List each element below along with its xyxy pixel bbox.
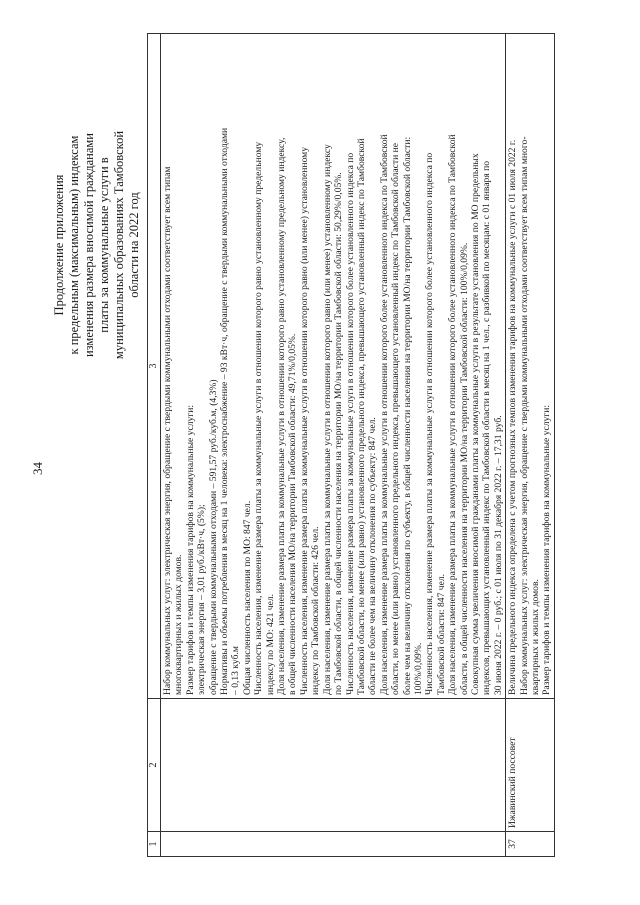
text-line: Размер тарифов и темпы изменения тарифов на коммунальные услуги: <box>541 404 553 695</box>
heading-line: области на 2022 год <box>127 192 141 298</box>
heading-line: Продолжение приложения <box>52 174 66 316</box>
indices-table <box>147 33 555 857</box>
text-line: области, но менее (или равно) установленного предельного индекса, превышающего установленный индекс по Тамбовской области не <box>390 142 402 695</box>
row-description <box>506 34 555 699</box>
text-line: Величина предельного индекса определена с учетом прогнозных темпов изменения тарифов на коммунальные услуги с 01 июля 2022 г. <box>507 139 519 695</box>
text-line: по Тамбовской области, в общей численности населения на территории МО/на территории Тамбовской области: 50,29%/0,05%. <box>333 172 345 695</box>
text-line: области, в общей численности населения на территории МО/на территории Тамбовской области: 100%/0,09%. <box>458 242 470 695</box>
text-line: Доля населения, изменение размера платы за коммунальные услуги в отношении которого равно установленному предельному индексу, <box>276 137 288 695</box>
text-line: 30 июня 2022 г. – 0 руб.; с 01 июля по 31 декабря 2022 г. – 17,31 руб. <box>492 415 504 695</box>
table-row <box>506 34 555 857</box>
text-line: области не более чем на величину отклонения по субъекту: 847 чел. <box>367 417 379 695</box>
text-line: Доля населения, изменение размера платы за коммунальные услуги в отношении которого более установленного индекса по Тамбовской <box>447 134 459 695</box>
text-line: Размер тарифов и темпы изменения тарифов на коммунальные услуги: <box>184 404 196 695</box>
column-number: 1 <box>148 832 161 857</box>
text-line: индексу по Тамбовской области: 426 чел. <box>310 526 322 695</box>
text-line: Нормативы и объемы потребления в месяц на 1 человека: электроснабжение – 93 кВт·ч, обращение с твердыми коммунальными отходами <box>219 127 231 695</box>
row-description <box>161 34 506 699</box>
heading-line: платы за коммунальные услуги в <box>97 157 111 333</box>
row-number: 37 <box>506 832 555 857</box>
text-line: Тамбовской области, но менее (или равно) установленного предельного индекса, превышающего установленный индекс по Тамбовской <box>355 138 367 695</box>
heading-line: муниципальных образованиях Тамбовской <box>112 130 126 360</box>
municipality-name <box>161 699 506 832</box>
text-line: – 0,13 куб.м <box>230 646 242 695</box>
text-line: Общая численность населения по МО: 847 чел. <box>241 500 253 695</box>
text-line: Численность населения, изменение размера платы за коммунальные услуги в отношении которого более установленного индекса по <box>344 152 356 695</box>
page-number: 34 <box>30 462 45 475</box>
text-line: более чем на величину отклонения по субъекту, в общей численности населения на территории МО/на территории Тамбовской области: <box>401 136 413 695</box>
text-line: Численность населения, изменение размера платы за коммунальные услуги в отношении которого равно установленному предельному <box>253 141 265 695</box>
municipality-name: Ижавинский поссовет <box>506 699 555 832</box>
column-number-row <box>148 34 161 857</box>
text-line: в общей численности населения МО/на территории Тамбовской области: 49,71%/0,05%. <box>287 333 299 695</box>
text-line: Совокупная сумма увеличения вносимой гражданами платы за коммунальные услуги в результате установления по МО предельных <box>469 153 481 695</box>
text-line: обращение с твердыми коммунальными отходами – 591,57 руб./куб.м, (4,3%) <box>207 379 219 695</box>
text-line: Численность населения, изменение размера платы за коммунальные услуги в отношении которого равно (или менее) установленному <box>298 146 310 695</box>
text-line: Набор коммунальных услуг: электрическая энергия, обращение с твердыми коммунальными отходами соответствует всем типам <box>162 166 173 695</box>
table-row <box>161 34 506 857</box>
text-line: Доля населения, изменение размера платы за коммунальные услуги в отношении которого более установленного индекса по Тамбовской <box>378 134 390 695</box>
text-line: Доля населения, изменение размера платы за коммунальные услуги в отношении которого равно (или менее) установленному индексу <box>321 144 333 695</box>
text-line: многоквартирных и жилых домов. <box>173 554 185 695</box>
text-line: электрическая энергия – 3,01 руб./кВт·ч, (5%); <box>196 504 208 695</box>
text-line: 100%/0,09%. <box>412 642 424 695</box>
text-line: индексу по МО: 421 чел. <box>264 593 276 695</box>
column-number: 3 <box>148 34 161 699</box>
text-line: индексов, превышающих установленный индекс по Тамбовской области в месяц на 1 чел., с разбивкой по месяцам: с 01 января по <box>481 160 493 695</box>
column-number: 2 <box>148 699 161 832</box>
text-line: Численность населения, изменение размера платы за коммунальные услуги в отношении которого более установленного индекса по <box>424 152 436 695</box>
text-line: квартирных и жилых домов. <box>530 579 541 695</box>
row-number <box>161 832 506 857</box>
heading-line: изменения размера вносимой гражданами <box>82 133 96 358</box>
text-line: Тамбовской области: 847 чел. <box>435 573 447 695</box>
appendix-heading <box>52 55 142 435</box>
text-line: Набор коммунальных услуг: электрическая энергия, обращение с твердыми коммунальными отходами соответствует всем типам много- <box>518 136 530 695</box>
heading-line: к предельным (максимальным) индексам <box>67 135 81 355</box>
